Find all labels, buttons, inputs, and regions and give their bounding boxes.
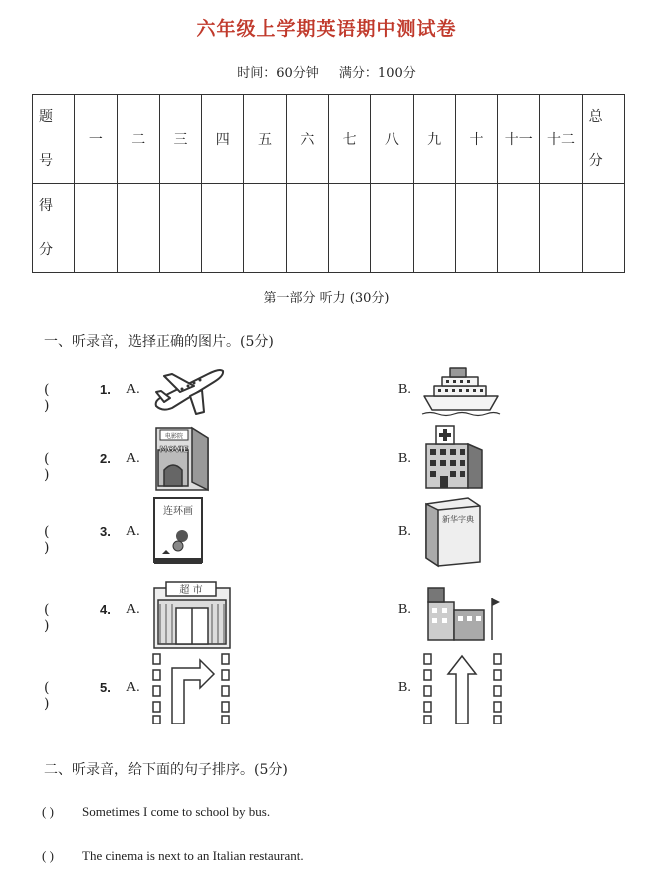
header-cell-total: 总 分 [582,95,624,184]
answer-blank[interactable]: ( ) [44,382,50,414]
dictionary-title-text: 新华字典 [442,515,474,524]
score-table-header-row [33,95,625,184]
score-cell[interactable] [455,184,497,273]
score-cell[interactable] [413,184,455,273]
header-cell-3: 三 [159,95,201,184]
answer-blank[interactable]: ( ) [44,602,50,634]
sentence-text: The cinema is next to an Italian restaurant. [82,848,304,863]
section-two-heading: 二、听录音，给下面的句子排序。(5分) [44,762,288,778]
header-cell-7: 七 [328,95,370,184]
header-cell-1: 一 [75,95,117,184]
go-straight-sign-picture[interactable] [420,652,504,724]
sentence-item-2 [42,848,304,864]
score-cell[interactable] [117,184,159,273]
option-b-label: B. [398,451,411,466]
hospital-picture[interactable] [422,424,486,490]
answer-blank[interactable]: ( ) [42,804,54,819]
page-title: 六年级上学期英语期中测试卷 [196,18,457,40]
header-cell-11: 十一 [498,95,540,184]
option-a-label: A. [126,451,140,466]
header-cell-5: 五 [244,95,286,184]
part-one-heading: 第一部分 听力 (30分) [263,291,390,306]
time-label: 时间：60分钟 [237,66,319,81]
answer-blank[interactable]: ( ) [44,451,50,483]
score-cell-total[interactable] [582,184,624,273]
option-b-label: B. [398,680,411,695]
airplane-picture[interactable] [150,362,226,416]
option-b-label: B. [398,524,411,539]
option-b-label: B. [398,382,411,397]
header-cell-12: 十二 [540,95,582,184]
sentence-item-1 [42,804,270,820]
cinema-picture[interactable] [152,420,212,492]
score-cell[interactable] [202,184,244,273]
comic-book-picture[interactable] [152,496,206,566]
cinema-sign-text: 电影院 [164,433,184,440]
option-a-label: A. [126,524,140,539]
ship-picture[interactable] [420,362,502,418]
score-table [32,94,625,273]
score-cell[interactable] [159,184,201,273]
sentence-text: Sometimes I come to school by bus. [82,804,271,819]
cinema-movie-text: MOVIE [159,445,189,454]
answer-blank[interactable]: ( ) [44,524,50,556]
supermarket-picture[interactable] [152,574,232,650]
section-one-heading: 一、听录音，选择正确的图片。(5分) [44,334,274,350]
exam-info [0,62,653,81]
score-cell[interactable] [75,184,117,273]
header-cell-10: 十 [455,95,497,184]
answer-blank[interactable]: ( ) [42,848,54,863]
question-number: 4. [100,602,111,617]
dictionary-picture[interactable] [420,496,486,568]
header-cell-2: 二 [117,95,159,184]
school-picture[interactable] [420,578,502,642]
question-number: 5. [100,680,111,695]
comic-title-text: 连环画 [163,506,193,517]
supermarket-sign-text: 超 市 [179,585,203,596]
score-cell[interactable] [286,184,328,273]
question-number: 1. [100,382,111,397]
turn-right-sign-picture[interactable] [150,652,232,724]
option-a-label: A. [126,680,140,695]
header-cell-9: 九 [413,95,455,184]
header-cell-4: 四 [202,95,244,184]
score-cell[interactable] [371,184,413,273]
score-cell[interactable] [328,184,370,273]
option-a-label: A. [126,602,140,617]
score-row-label: 得 分 [33,184,75,273]
score-table-score-row [33,184,625,273]
score-cell[interactable] [540,184,582,273]
header-cell-8: 八 [371,95,413,184]
question-number: 2. [100,451,111,466]
question-number: 3. [100,524,111,539]
answer-blank[interactable]: ( ) [44,680,50,712]
header-cell-tihao: 题 号 [33,95,75,184]
header-cell-6: 六 [286,95,328,184]
score-cell[interactable] [244,184,286,273]
option-a-label: A. [126,382,140,397]
score-label: 满分：100分 [338,66,416,81]
score-cell[interactable] [498,184,540,273]
option-b-label: B. [398,602,411,617]
